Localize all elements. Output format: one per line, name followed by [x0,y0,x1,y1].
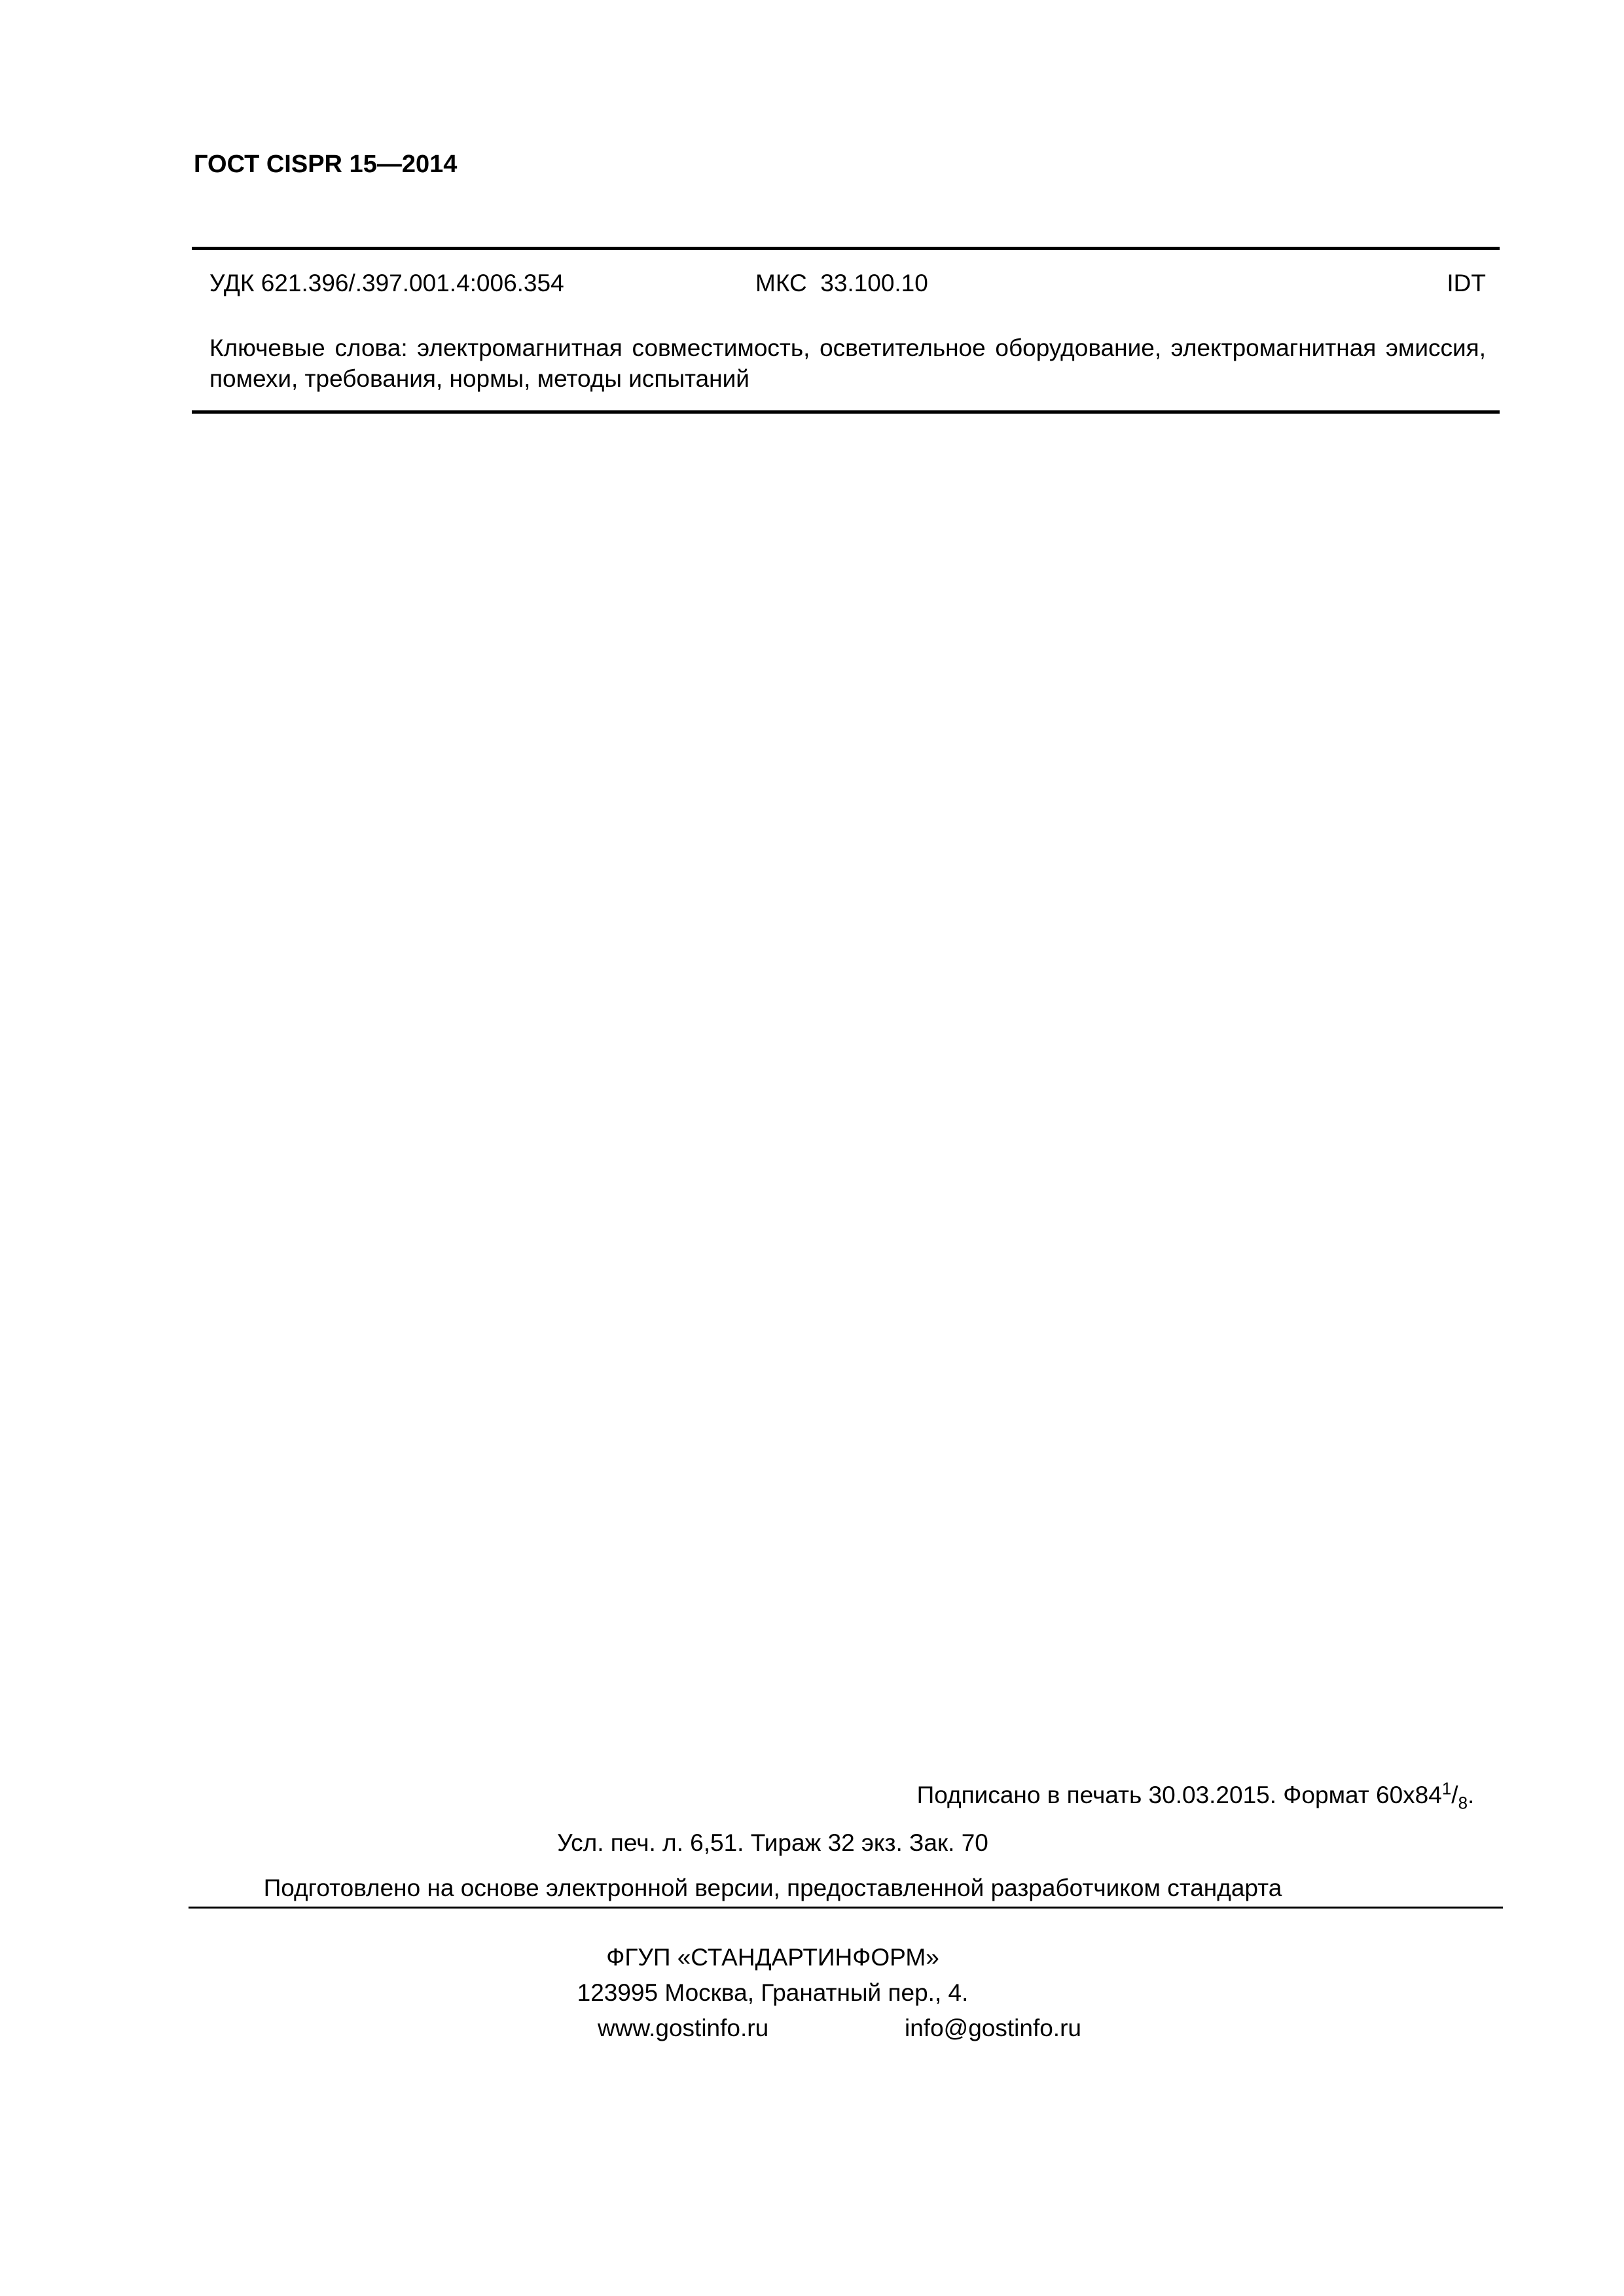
standard-id-header: ГОСТ CISPR 15—2014 [194,151,458,178]
publisher-email-link[interactable]: info@gostinfo.ru [905,2015,1081,2041]
prepared-note: Подготовлено на основе электронной версии, предоставленной разработчиком стандарта [263,1874,1282,1901]
signed-for-print: Подписано в печать 30.03.2015. Формат $60x84^1/_8$. [916,1778,1475,1813]
print-info: Усл. печ. л. 6,51. Тираж 32 экз. Зак. 70 [557,1829,988,1856]
keywords-paragraph: Ключевые слова: электромагнитная совместимость, осветительное оборудование, электромагнитная эмиссия, помехи, требования, нормы, методы испытаний [209,334,1486,392]
publisher-website-link[interactable]: www.gostinfo.ru [598,2015,769,2041]
imprint-rule [189,1907,1503,1909]
format-numerator: 1 [1441,1778,1452,1799]
signed-end: . [1468,1782,1475,1808]
publisher-name: ФГУП «СТАНДАРТИНФОРМ» [606,1944,939,1971]
keywords-bottom-rule [192,410,1500,414]
publisher-address: 123995 Москва, Гранатный пер., 4. [577,1979,969,2006]
classification-row [209,268,1486,298]
mks-code: МКС 33.100.10 [755,270,928,296]
signed-text: Подписано в печать 30.03.2015. Формат 60x84 [916,1782,1442,1808]
publisher-contacts [0,2013,1624,2043]
top-rule [192,247,1500,250]
udc-code: УДК 621.396/.397.001.4:006.354 [209,270,564,296]
equivalence-degree: IDT [1447,270,1486,296]
format-denominator: 8 [1458,1793,1468,1813]
